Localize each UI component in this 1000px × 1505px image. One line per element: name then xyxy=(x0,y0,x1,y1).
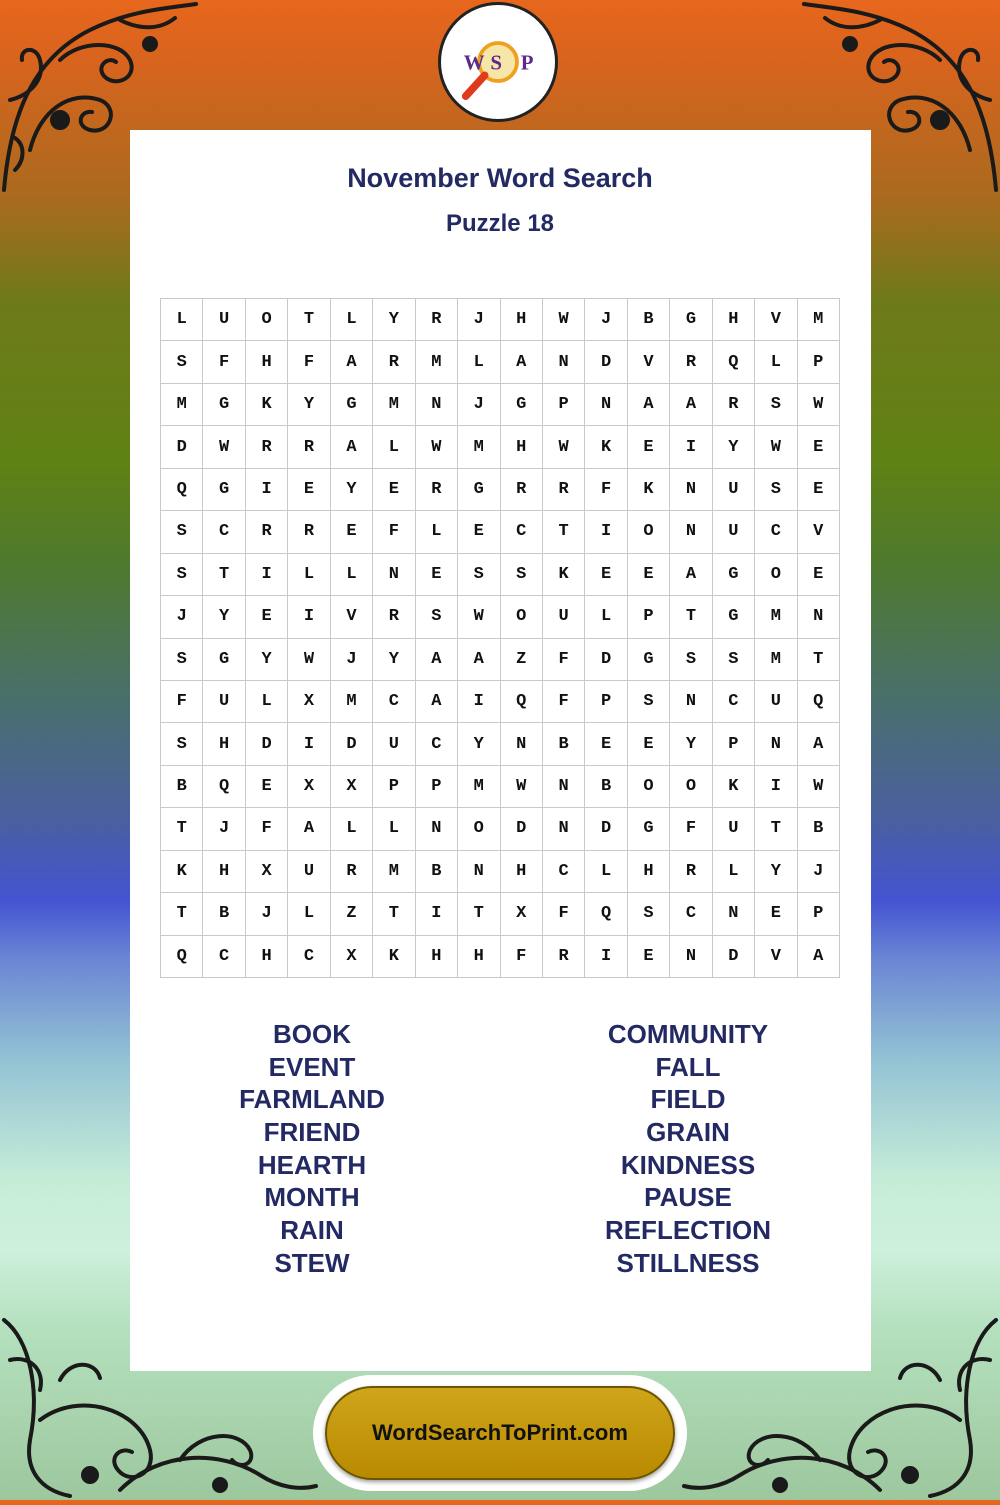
grid-cell[interactable]: P xyxy=(543,384,585,426)
grid-cell[interactable]: N xyxy=(416,384,458,426)
grid-cell[interactable]: A xyxy=(501,341,543,383)
grid-cell[interactable]: R xyxy=(246,511,288,553)
grid-cell[interactable]: G xyxy=(203,639,245,681)
grid-cell[interactable]: R xyxy=(288,511,330,553)
grid-cell[interactable]: Q xyxy=(161,469,203,511)
grid-cell[interactable]: L xyxy=(416,511,458,553)
letter-grid xyxy=(160,298,840,978)
grid-cell[interactable]: S xyxy=(161,723,203,765)
grid-cell[interactable]: Y xyxy=(246,639,288,681)
grid-cell[interactable]: X xyxy=(331,936,373,978)
grid-cell[interactable]: T xyxy=(543,511,585,553)
grid-cell[interactable]: S xyxy=(458,554,500,596)
grid-cell[interactable]: D xyxy=(501,808,543,850)
word-list-item: STEW xyxy=(274,1247,350,1278)
grid-cell[interactable]: I xyxy=(585,936,627,978)
grid-cell[interactable]: F xyxy=(543,893,585,935)
grid-cell[interactable]: N xyxy=(416,808,458,850)
grid-cell[interactable]: D xyxy=(161,426,203,468)
grid-cell[interactable]: L xyxy=(585,851,627,893)
grid-cell[interactable]: M xyxy=(755,639,797,681)
logo-letter-s: S xyxy=(490,50,503,75)
puzzle-subtitle: Puzzle 18 xyxy=(445,210,555,237)
word-list-item: FALL xyxy=(655,1051,721,1082)
grid-cell[interactable]: E xyxy=(755,893,797,935)
grid-cell[interactable]: M xyxy=(458,766,500,808)
grid-cell[interactable]: U xyxy=(288,851,330,893)
grid-cell[interactable]: U xyxy=(713,511,755,553)
grid-cell[interactable]: V xyxy=(755,936,797,978)
grid-cell[interactable]: I xyxy=(288,596,330,638)
grid-cell[interactable]: L xyxy=(755,341,797,383)
grid-cell[interactable]: N xyxy=(713,893,755,935)
grid-cell[interactable]: A xyxy=(628,384,670,426)
grid-cell[interactable]: S xyxy=(670,639,712,681)
grid-cell[interactable]: Z xyxy=(331,893,373,935)
grid-cell[interactable]: T xyxy=(373,893,415,935)
grid-cell[interactable]: H xyxy=(246,936,288,978)
grid-cell[interactable]: P xyxy=(798,893,840,935)
grid-cell[interactable]: I xyxy=(458,681,500,723)
grid-cell[interactable]: W xyxy=(798,384,840,426)
grid-cell[interactable]: R xyxy=(501,469,543,511)
grid-cell[interactable]: B xyxy=(585,766,627,808)
grid-cell[interactable]: E xyxy=(798,469,840,511)
word-list-item: EVENT xyxy=(268,1051,356,1082)
grid-cell[interactable]: U xyxy=(543,596,585,638)
grid-cell[interactable]: R xyxy=(373,341,415,383)
grid-cell[interactable]: X xyxy=(331,766,373,808)
grid-cell[interactable]: N xyxy=(543,341,585,383)
word-list-item: FARMLAND xyxy=(239,1084,385,1115)
grid-cell[interactable]: L xyxy=(288,554,330,596)
grid-cell[interactable]: M xyxy=(798,299,840,341)
grid-cell[interactable]: E xyxy=(416,554,458,596)
grid-cell[interactable]: Q xyxy=(798,681,840,723)
grid-cell[interactable]: L xyxy=(458,341,500,383)
grid-cell[interactable]: E xyxy=(373,469,415,511)
grid-cell[interactable]: F xyxy=(501,936,543,978)
grid-cell[interactable]: X xyxy=(246,851,288,893)
puzzle-title: November Word Search xyxy=(347,163,653,193)
grid-cell[interactable]: W xyxy=(755,426,797,468)
grid-cell[interactable]: X xyxy=(288,766,330,808)
grid-cell[interactable]: R xyxy=(670,851,712,893)
grid-cell[interactable]: C xyxy=(501,511,543,553)
grid-cell[interactable]: U xyxy=(203,299,245,341)
grid-cell[interactable]: F xyxy=(246,808,288,850)
grid-cell[interactable]: C xyxy=(670,893,712,935)
grid-cell[interactable]: U xyxy=(203,681,245,723)
grid-cell[interactable]: D xyxy=(246,723,288,765)
grid-cell[interactable]: Y xyxy=(203,596,245,638)
grid-cell[interactable]: M xyxy=(373,384,415,426)
grid-cell[interactable]: Q xyxy=(161,936,203,978)
grid-cell[interactable]: T xyxy=(161,808,203,850)
grid-cell[interactable]: E xyxy=(628,936,670,978)
grid-cell[interactable]: C xyxy=(373,681,415,723)
grid-cell[interactable]: L xyxy=(161,299,203,341)
grid-cell[interactable]: K xyxy=(585,426,627,468)
grid-cell[interactable]: N xyxy=(670,936,712,978)
grid-cell[interactable]: H xyxy=(458,936,500,978)
grid-cell[interactable]: H xyxy=(246,341,288,383)
grid-cell[interactable]: Y xyxy=(373,299,415,341)
grid-cell[interactable]: E xyxy=(798,426,840,468)
grid-cell[interactable]: B xyxy=(798,808,840,850)
grid-cell[interactable]: E xyxy=(246,766,288,808)
grid-cell[interactable]: F xyxy=(203,341,245,383)
grid-cell[interactable]: A xyxy=(798,723,840,765)
grid-cell[interactable]: K xyxy=(161,851,203,893)
grid-cell[interactable]: I xyxy=(670,426,712,468)
grid-cell[interactable]: M xyxy=(373,851,415,893)
grid-cell[interactable]: J xyxy=(585,299,627,341)
grid-cell[interactable]: Y xyxy=(713,426,755,468)
grid-cell[interactable]: M xyxy=(755,596,797,638)
grid-cell[interactable]: N xyxy=(798,596,840,638)
grid-cell[interactable]: C xyxy=(203,511,245,553)
grid-cell[interactable]: W xyxy=(798,766,840,808)
grid-cell[interactable]: R xyxy=(713,384,755,426)
grid-cell[interactable]: L xyxy=(373,808,415,850)
grid-cell[interactable]: L xyxy=(288,893,330,935)
grid-cell[interactable]: D xyxy=(713,936,755,978)
grid-cell[interactable]: E xyxy=(628,723,670,765)
grid-cell[interactable]: S xyxy=(501,554,543,596)
grid-cell[interactable]: E xyxy=(798,554,840,596)
grid-cell[interactable]: T xyxy=(670,596,712,638)
grid-cell[interactable]: D xyxy=(585,639,627,681)
grid-cell[interactable]: E xyxy=(585,723,627,765)
grid-cell[interactable]: Q xyxy=(203,766,245,808)
grid-cell[interactable]: P xyxy=(798,341,840,383)
grid-cell[interactable]: E xyxy=(628,426,670,468)
grid-cell[interactable]: R xyxy=(288,426,330,468)
grid-cell[interactable]: K xyxy=(628,469,670,511)
grid-cell[interactable]: T xyxy=(458,893,500,935)
grid-cell[interactable]: V xyxy=(755,299,797,341)
grid-cell[interactable]: L xyxy=(331,554,373,596)
grid-cell[interactable]: S xyxy=(713,639,755,681)
grid-cell[interactable]: M xyxy=(458,426,500,468)
word-list-item: REFLECTION xyxy=(604,1215,772,1246)
grid-cell[interactable]: J xyxy=(798,851,840,893)
grid-cell[interactable]: A xyxy=(416,681,458,723)
grid-cell[interactable]: I xyxy=(288,723,330,765)
grid-cell[interactable]: V xyxy=(798,511,840,553)
grid-cell[interactable]: Y xyxy=(373,639,415,681)
grid-cell[interactable]: H xyxy=(713,299,755,341)
grid-cell[interactable]: G xyxy=(203,384,245,426)
grid-cell[interactable]: D xyxy=(585,341,627,383)
grid-cell[interactable]: R xyxy=(331,851,373,893)
grid-cell[interactable]: A xyxy=(331,426,373,468)
grid-cell[interactable]: R xyxy=(246,426,288,468)
grid-cell[interactable]: S xyxy=(416,596,458,638)
grid-cell[interactable]: Y xyxy=(755,851,797,893)
grid-cell[interactable]: K xyxy=(713,766,755,808)
grid-cell[interactable]: F xyxy=(288,341,330,383)
word-list-right xyxy=(538,1018,838,1280)
grid-cell[interactable]: T xyxy=(798,639,840,681)
grid-cell[interactable]: G xyxy=(203,469,245,511)
grid-cell[interactable]: J xyxy=(458,299,500,341)
grid-cell[interactable]: S xyxy=(755,384,797,426)
grid-cell[interactable]: N xyxy=(670,511,712,553)
grid-cell[interactable]: Q xyxy=(585,893,627,935)
grid-cell[interactable]: F xyxy=(373,511,415,553)
grid-cell[interactable]: G xyxy=(331,384,373,426)
word-list-item: COMMUNITY xyxy=(607,1019,769,1049)
grid-cell[interactable]: B xyxy=(543,723,585,765)
grid-cell[interactable]: N xyxy=(543,808,585,850)
grid-cell[interactable]: C xyxy=(755,511,797,553)
logo-letter-w: W xyxy=(463,50,485,75)
grid-cell[interactable]: A xyxy=(670,384,712,426)
word-list-item: HEARTH xyxy=(257,1149,367,1180)
grid-cell[interactable]: T xyxy=(161,893,203,935)
grid-cell[interactable]: U xyxy=(373,723,415,765)
grid-cell[interactable]: O xyxy=(755,554,797,596)
grid-cell[interactable]: P xyxy=(628,596,670,638)
grid-cell[interactable]: R xyxy=(416,299,458,341)
grid-cell[interactable]: O xyxy=(501,596,543,638)
grid-cell[interactable]: C xyxy=(543,851,585,893)
grid-cell[interactable]: C xyxy=(713,681,755,723)
grid-cell[interactable]: E xyxy=(628,554,670,596)
grid-cell[interactable]: I xyxy=(246,469,288,511)
grid-cell[interactable]: A xyxy=(288,808,330,850)
grid-cell[interactable]: T xyxy=(755,808,797,850)
grid-cell[interactable]: U xyxy=(713,469,755,511)
grid-cell[interactable]: D xyxy=(585,808,627,850)
grid-cell[interactable]: N xyxy=(755,723,797,765)
grid-cell[interactable]: W xyxy=(501,766,543,808)
grid-cell[interactable]: N xyxy=(373,554,415,596)
grid-cell[interactable]: L xyxy=(713,851,755,893)
grid-cell[interactable]: B xyxy=(161,766,203,808)
grid-cell[interactable]: F xyxy=(585,469,627,511)
grid-cell[interactable]: Y xyxy=(458,723,500,765)
grid-cell[interactable]: S xyxy=(161,639,203,681)
grid-cell[interactable]: H xyxy=(501,299,543,341)
grid-cell[interactable]: A xyxy=(670,554,712,596)
grid-cell[interactable]: M xyxy=(331,681,373,723)
grid-cell[interactable]: W xyxy=(288,639,330,681)
grid-cell[interactable]: U xyxy=(755,681,797,723)
grid-cell[interactable]: Q xyxy=(713,341,755,383)
grid-cell[interactable]: J xyxy=(331,639,373,681)
grid-cell[interactable]: L xyxy=(585,596,627,638)
word-list-item: FIELD xyxy=(650,1084,726,1115)
word-list-left xyxy=(162,1018,462,1280)
grid-cell[interactable]: Y xyxy=(331,469,373,511)
grid-cell[interactable]: N xyxy=(670,681,712,723)
grid-cell[interactable]: S xyxy=(755,469,797,511)
grid-cell[interactable]: H xyxy=(501,426,543,468)
grid-cell[interactable]: Q xyxy=(501,681,543,723)
grid-cell[interactable]: H xyxy=(416,936,458,978)
word-list-item: GRAIN xyxy=(646,1117,730,1148)
site-link-button[interactable]: WordSearchToPrint.com xyxy=(325,1386,675,1480)
grid-cell[interactable]: A xyxy=(331,341,373,383)
grid-cell[interactable]: X xyxy=(501,893,543,935)
magnifier-handle-icon xyxy=(466,75,485,96)
grid-cell[interactable]: G xyxy=(713,554,755,596)
grid-cell[interactable]: Z xyxy=(501,639,543,681)
grid-cell[interactable]: W xyxy=(203,426,245,468)
grid-cell[interactable]: N xyxy=(670,469,712,511)
grid-cell[interactable]: B xyxy=(203,893,245,935)
grid-cell[interactable]: H xyxy=(203,851,245,893)
grid-cell[interactable]: E xyxy=(331,511,373,553)
grid-cell[interactable]: R xyxy=(670,341,712,383)
grid-cell[interactable]: V xyxy=(331,596,373,638)
grid-cell[interactable]: E xyxy=(246,596,288,638)
grid-cell[interactable]: O xyxy=(246,299,288,341)
grid-cell[interactable]: B xyxy=(628,299,670,341)
grid-cell[interactable]: D xyxy=(331,723,373,765)
grid-cell[interactable]: S xyxy=(161,511,203,553)
grid-cell[interactable]: R xyxy=(373,596,415,638)
grid-cell[interactable]: H xyxy=(501,851,543,893)
grid-cell[interactable]: G xyxy=(628,808,670,850)
grid-cell[interactable]: N xyxy=(501,723,543,765)
grid-cell[interactable]: G xyxy=(458,469,500,511)
grid-cell[interactable]: S xyxy=(161,554,203,596)
grid-cell[interactable]: W xyxy=(458,596,500,638)
grid-cell[interactable]: P xyxy=(585,681,627,723)
grid-cell[interactable]: V xyxy=(628,341,670,383)
grid-cell[interactable]: P xyxy=(713,723,755,765)
grid-cell[interactable]: J xyxy=(203,808,245,850)
grid-cell[interactable]: K xyxy=(246,384,288,426)
grid-cell[interactable]: Y xyxy=(670,723,712,765)
grid-cell[interactable]: Y xyxy=(288,384,330,426)
grid-cell[interactable]: C xyxy=(416,723,458,765)
word-list-item: RAIN xyxy=(280,1215,344,1246)
grid-cell[interactable]: F xyxy=(161,681,203,723)
grid-cell[interactable]: B xyxy=(416,851,458,893)
grid-cell[interactable]: L xyxy=(373,426,415,468)
grid-cell[interactable]: K xyxy=(373,936,415,978)
grid-cell[interactable]: G xyxy=(501,384,543,426)
grid-cell[interactable]: R xyxy=(543,936,585,978)
grid-cell[interactable]: G xyxy=(628,639,670,681)
grid-cell[interactable]: L xyxy=(331,299,373,341)
grid-cell[interactable]: A xyxy=(458,639,500,681)
word-list-item: STILLNESS xyxy=(616,1247,760,1278)
grid-cell[interactable]: C xyxy=(288,936,330,978)
grid-cell[interactable]: M xyxy=(161,384,203,426)
word-list-item: MONTH xyxy=(264,1182,360,1213)
grid-cell[interactable]: N xyxy=(585,384,627,426)
grid-cell[interactable]: J xyxy=(458,384,500,426)
grid-cell[interactable]: W xyxy=(543,426,585,468)
grid-cell[interactable]: E xyxy=(288,469,330,511)
grid-cell[interactable]: O xyxy=(628,511,670,553)
grid-cell[interactable]: I xyxy=(755,766,797,808)
grid-cell[interactable]: G xyxy=(670,299,712,341)
grid-cell[interactable]: O xyxy=(458,808,500,850)
grid-cell[interactable]: H xyxy=(628,851,670,893)
word-list-item: FRIEND xyxy=(263,1117,361,1148)
grid-cell[interactable]: W xyxy=(416,426,458,468)
grid-cell[interactable]: S xyxy=(628,893,670,935)
grid-cell[interactable]: U xyxy=(713,808,755,850)
grid-cell[interactable]: S xyxy=(628,681,670,723)
grid-cell[interactable]: C xyxy=(203,936,245,978)
grid-cell[interactable]: W xyxy=(543,299,585,341)
grid-cell[interactable]: O xyxy=(670,766,712,808)
grid-cell[interactable]: P xyxy=(416,766,458,808)
grid-cell[interactable]: S xyxy=(161,341,203,383)
grid-cell[interactable]: A xyxy=(416,639,458,681)
grid-cell[interactable]: F xyxy=(543,639,585,681)
grid-cell[interactable]: L xyxy=(246,681,288,723)
grid-cell[interactable]: E xyxy=(458,511,500,553)
grid-cell[interactable]: T xyxy=(288,299,330,341)
grid-cell[interactable]: E xyxy=(585,554,627,596)
grid-cell[interactable]: F xyxy=(543,681,585,723)
grid-cell[interactable]: J xyxy=(246,893,288,935)
site-logo[interactable] xyxy=(438,2,558,122)
grid-cell[interactable]: L xyxy=(331,808,373,850)
grid-cell[interactable]: N xyxy=(543,766,585,808)
grid-cell[interactable]: R xyxy=(543,469,585,511)
grid-cell[interactable]: O xyxy=(628,766,670,808)
grid-cell[interactable]: X xyxy=(288,681,330,723)
grid-cell[interactable]: T xyxy=(203,554,245,596)
logo-letter-p: P xyxy=(520,50,534,75)
grid-cell[interactable]: H xyxy=(203,723,245,765)
grid-cell[interactable]: M xyxy=(416,341,458,383)
grid-cell[interactable]: P xyxy=(373,766,415,808)
word-list-item: PAUSE xyxy=(644,1182,732,1213)
word-list-item: BOOK xyxy=(273,1019,351,1049)
grid-cell[interactable]: J xyxy=(161,596,203,638)
grid-cell[interactable]: N xyxy=(458,851,500,893)
grid-cell[interactable]: F xyxy=(670,808,712,850)
grid-cell[interactable]: A xyxy=(798,936,840,978)
word-list-item: KINDNESS xyxy=(620,1149,756,1180)
grid-cell[interactable]: R xyxy=(416,469,458,511)
grid-cell[interactable]: I xyxy=(246,554,288,596)
grid-cell[interactable]: K xyxy=(543,554,585,596)
grid-cell[interactable]: I xyxy=(416,893,458,935)
grid-cell[interactable]: G xyxy=(713,596,755,638)
grid-cell[interactable]: I xyxy=(585,511,627,553)
